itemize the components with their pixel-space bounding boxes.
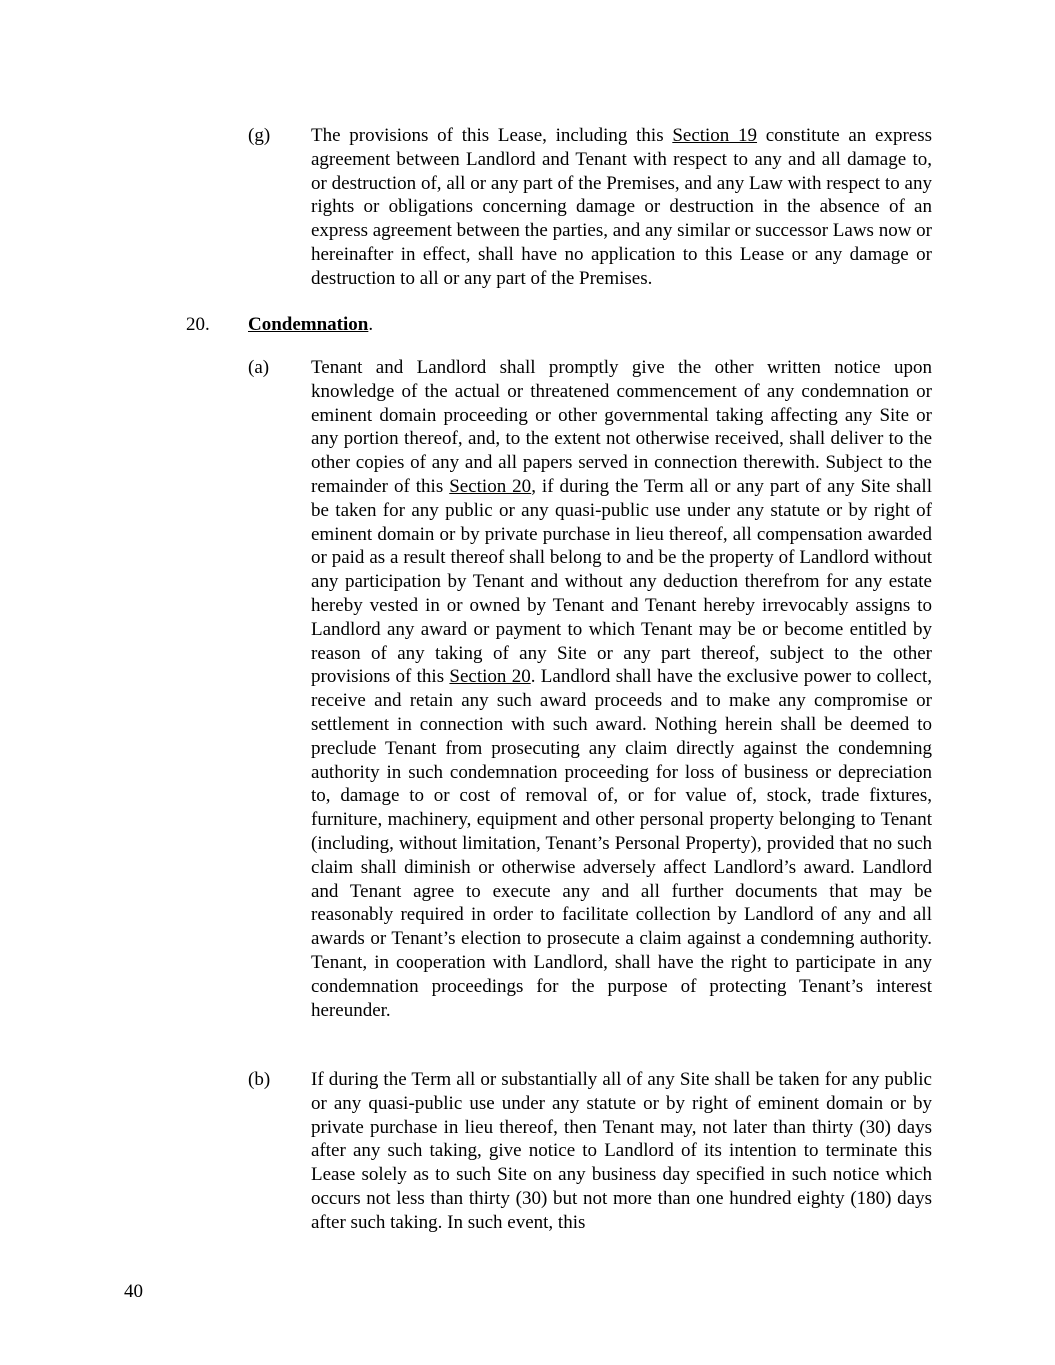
section-20-reference: Section 20 xyxy=(449,475,532,497)
paragraph-marker-b: (b) xyxy=(248,1069,271,1090)
paragraph-b-text: If during the Term all or substantially all of any Site shall be taken for any public or any quasi-public use under any statute or by right of eminent domain or by private purchase in lieu thereof, then Tenant may, not later than thirty (30) days after any such taking, give notice to Landlord of its intention to terminate this Lease solely as to such Site on any business day specified in such notice which occurs not less than thirty (30) but not more than one hundred eighty (180) days after such taking. In such event, this xyxy=(311,1069,932,1233)
section-title xyxy=(248,313,373,337)
paragraph-g-text xyxy=(311,124,932,291)
section-title-text: Condemnation xyxy=(248,314,369,335)
paragraph-marker-g: (g) xyxy=(248,125,271,146)
text-run: , if during the Term all or any part of any Site shall be taken for any public or any quasi-public use under any statute or by right of eminent domain or by private purchase in lieu thereof, all compensation awarded or paid as a result thereof shall belong to and be the property of Landlord without any participation by Tenant and without any deduction therefrom for any estate hereby vested in or owned by Tenant and Tenant hereby irrevocably assigns to Landlord any award or payment to which Tenant may be or become entitled by reason of any taking of any Site or any part thereof, subject to the other provisions of this xyxy=(311,475,932,688)
section-20-reference: Section 20 xyxy=(449,666,531,688)
paragraph-a-text xyxy=(311,356,932,1022)
text-run: The provisions of this Lease, including this xyxy=(311,125,673,146)
text-run: . Landlord shall have the exclusive power to collect, receive and retain any such award proceeds and to make any compromise or settlement in connection with such award. Nothing herein shall be deemed to preclude Tenant from prosecuting any claim directly against the condemning authority in such condemnation proceeding for loss of business or depreciation to, damage to or cost of removal of, or for value of, stock, trade fixtures, furniture, machinery, equipment and other personal property belonging to Tenant (including, without limitation, Tenant’s Personal Property), provided that no such claim shall diminish or otherwise adversely affect Landlord’s award. Landlord and Tenant agree to execute any and all further documents that may be reasonably required in order to facilitate collection by Landlord of any and all awards or Tenant’s election to prosecute a claim against a condemning authority. Tenant, in cooperation with Landlord, shall have the right to participate in any condemnation proceedings for the purpose of protecting Tenant’s interest hereunder. xyxy=(311,666,932,1021)
text-run: constitute an express agreement between Landlord and Tenant with respect to any and all damage to, or destruction of, all or any part of the Premises, and any Law with respect to any rights or obligations concerning damage or destruction in the absence of an express agreement between the parties, and any similar or successor Laws now or hereinafter in effect, shall have no application to this Lease or any damage or destruction to all or any part of the Premises. xyxy=(311,125,932,289)
page-number: 40 xyxy=(124,1281,143,1302)
section-number: 20. xyxy=(186,314,210,335)
text-run: Tenant and Landlord shall promptly give the other written notice upon knowledge of the actual or threatened commencement of any condemnation or eminent domain proceeding or other governmental taking affecting any Site or any portion thereof, and, to the extent not otherwise received, shall deliver to the other copies of any and all papers served in connection therewith. Subject to the remainder of this xyxy=(311,357,932,497)
paragraph-marker-a: (a) xyxy=(248,357,270,378)
section-19-reference: Section 19 xyxy=(672,125,758,146)
section-title-suffix: . xyxy=(368,314,374,335)
